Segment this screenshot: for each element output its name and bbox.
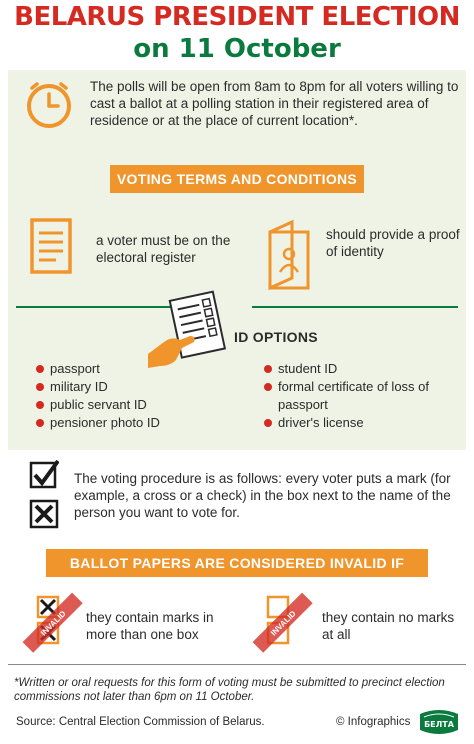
invalid-case-multiple-marks: they contain marks in more than one box xyxy=(86,610,214,642)
source-text: Source: Central Election Commission of Belarus. xyxy=(16,716,265,728)
svg-text:БЕЛТА: БЕЛТА xyxy=(424,720,454,729)
bullet-icon xyxy=(264,365,272,373)
section-divider-right xyxy=(252,306,458,308)
list-item: driver's license xyxy=(264,414,464,432)
footnote-divider xyxy=(8,664,466,665)
invalid-stamp-label: INVALID xyxy=(39,609,68,638)
invalid-ballots-banner: BALLOT PAPERS ARE CONSIDERED INVALID IF xyxy=(46,549,428,577)
clock-icon xyxy=(24,80,74,130)
page-subtitle: on 11 October xyxy=(133,34,341,64)
list-item: public servant ID xyxy=(36,396,236,414)
credit-text: © Infographics xyxy=(336,716,411,728)
bullet-icon xyxy=(36,401,44,409)
list-item: passport xyxy=(36,360,236,378)
list-item: formal certificate of loss of passport xyxy=(264,378,464,414)
checkmark-box-icon xyxy=(29,459,59,489)
page-title: BELARUS PRESIDENT ELECTION xyxy=(14,2,460,32)
bullet-icon xyxy=(36,383,44,391)
list-item: military ID xyxy=(36,378,236,396)
bullet-icon xyxy=(264,419,272,427)
id-options-title: ID OPTIONS xyxy=(234,329,318,345)
electoral-register-text: a voter must be on the electoral register xyxy=(96,233,231,265)
invalid-no-marks-icon xyxy=(250,585,316,657)
list-item: pensioner photo ID xyxy=(36,414,236,432)
document-icon xyxy=(30,218,72,274)
voting-procedure-text: The voting procedure is as follows: every voter puts a mark (for example, a cross or a check) in the box next to the name of the person you want to vote for. xyxy=(74,471,451,520)
invalid-stamp-label: INVALID xyxy=(269,609,298,638)
footnote-text: *Written or oral requests for this form of voting must be submitted to precinct election commissions not later than 6pm on 11 October. xyxy=(14,677,445,703)
invalid-multiple-marks-icon xyxy=(20,585,86,657)
cross-box-icon xyxy=(29,499,59,529)
voting-terms-banner: VOTING TERMS AND CONDITIONS xyxy=(110,165,364,193)
proof-of-identity-text: should provide a proof of identity xyxy=(326,227,460,259)
bullet-icon xyxy=(36,365,44,373)
invalid-case-no-marks: they contain no marks at all xyxy=(322,610,455,642)
id-options-list-right xyxy=(264,360,464,432)
passport-icon xyxy=(266,218,312,290)
belta-logo xyxy=(416,708,462,736)
list-item: student ID xyxy=(264,360,464,378)
id-options-list-left xyxy=(36,360,236,432)
bullet-icon xyxy=(36,419,44,427)
bullet-icon xyxy=(264,383,272,391)
polls-hours-text: The polls will be open from 8am to 8pm for all voters willing to cast a ballot at a polling station in their registered area of residence or at the place of current location*. xyxy=(90,79,459,128)
